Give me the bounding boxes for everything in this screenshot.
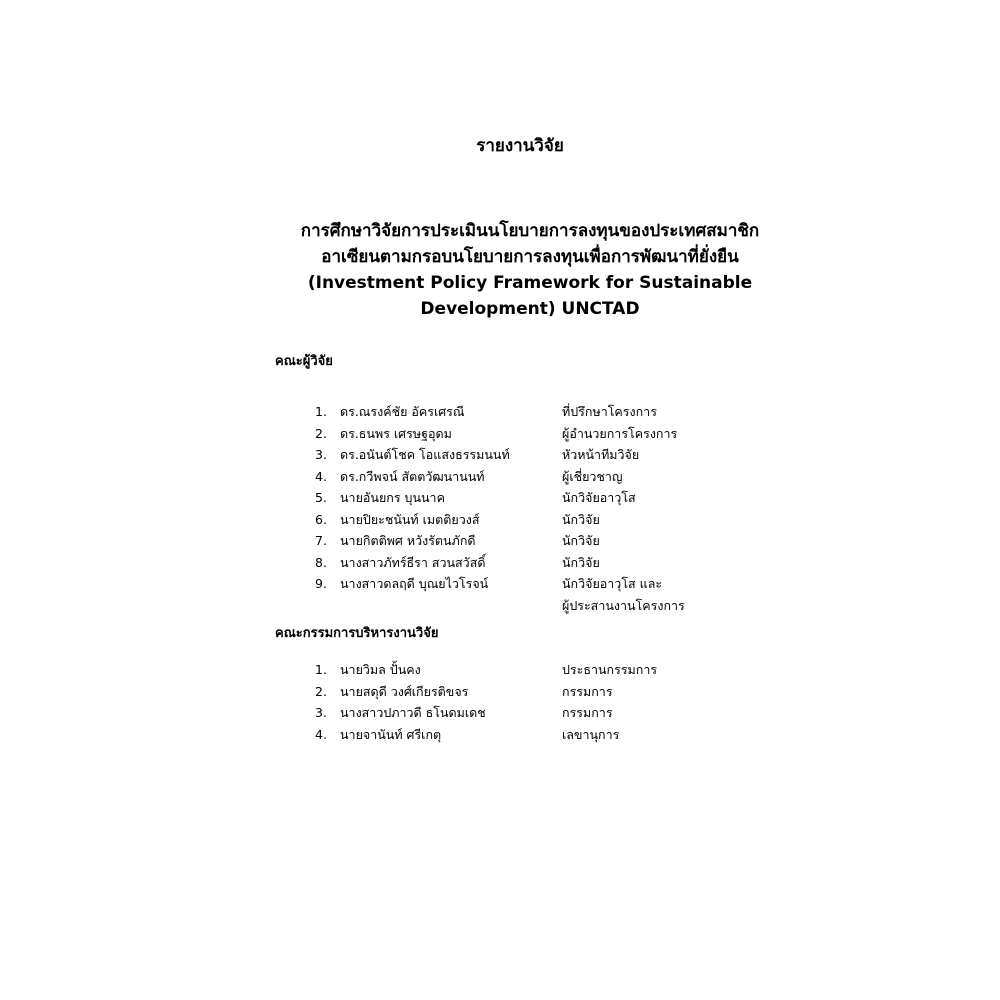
member-name: นายจานันท์ ศรีเกตุ	[340, 726, 442, 742]
list-item	[305, 552, 725, 574]
committee-list	[305, 659, 725, 745]
list-item	[305, 681, 725, 703]
member-name: นางสาวภัทร์ธีรา สวนสวัสดิ์	[340, 554, 486, 570]
member-name: นางสาวดลฤดี บุณยไวโรจน์	[340, 576, 489, 591]
list-item	[305, 573, 725, 595]
member-role: นักวิจัยอาวุโส และ	[562, 576, 663, 591]
member-role: ที่ปรึกษาโครงการ	[562, 404, 657, 419]
member-name: นายวิมล ปั้นคง	[340, 662, 421, 677]
member-role: เลขานุการ	[562, 726, 620, 742]
member-role: กรรมการ	[562, 705, 613, 720]
document-title	[260, 218, 800, 322]
member-name: นายอันยกร บุนนาค	[340, 490, 445, 505]
member-role: นักวิจัย	[562, 554, 600, 570]
member-role: ผู้เชี่ยวชาญ	[562, 468, 623, 484]
item-number: 5.	[315, 490, 327, 505]
member-role: หัวหน้าทีมวิจัย	[562, 447, 640, 462]
list-item	[305, 423, 725, 445]
list-item	[305, 509, 725, 531]
member-name: ดร.ธนพร เศรษฐอุดม	[340, 425, 452, 441]
item-number: 9.	[315, 576, 327, 591]
list-item-continuation	[305, 595, 725, 617]
report-label: รายงานวิจัย	[476, 136, 564, 156]
item-number: 1.	[315, 662, 327, 677]
member-role: นักวิจัย	[562, 511, 600, 527]
item-number: 4.	[315, 726, 327, 742]
list-item	[305, 444, 725, 466]
member-role: กรรมการ	[562, 683, 613, 699]
item-number: 3.	[315, 447, 327, 462]
list-item	[305, 702, 725, 724]
member-role-continuation: ผู้ประสานงานโครงการ	[562, 597, 685, 613]
item-number: 2.	[315, 425, 327, 441]
member-role: ประธานกรรมการ	[562, 662, 658, 677]
item-number: 4.	[315, 468, 327, 484]
member-name: นายสดุดี วงศ์เกียรติขจร	[340, 683, 469, 699]
committee-heading: คณะกรรมการบริหารงานวิจัย	[275, 626, 439, 641]
list-item	[305, 466, 725, 488]
list-item	[305, 487, 725, 509]
item-number: 8.	[315, 554, 327, 570]
title-line: อาเซียนตามกรอบนโยบายการลงทุนเพื่อการพัฒนาที่ยั่งยืน	[321, 247, 739, 267]
member-role: นักวิจัย	[562, 533, 600, 548]
list-item	[305, 659, 725, 681]
member-role: นักวิจัยอาวุโส	[562, 490, 636, 505]
list-item	[305, 401, 725, 423]
member-name: ดร.อนันต์โชค โอแสงธรรมนนท์	[340, 447, 510, 462]
member-name: ดร.กวีพจน์ สัตตวัฒนานนท์	[340, 468, 485, 484]
item-number: 2.	[315, 683, 327, 699]
member-name: ดร.ณรงค์ชัย อัครเศรณี	[340, 404, 465, 419]
researchers-heading: คณะผู้วิจัย	[275, 354, 333, 369]
title-line: Development) UNCTAD	[420, 299, 640, 319]
title-line: (Investment Policy Framework for Sustainable	[307, 273, 753, 293]
item-number: 1.	[315, 404, 327, 419]
list-item	[305, 724, 725, 746]
title-line: การศึกษาวิจัยการประเมินนโยบายการลงทุนของประเทศสมาชิก	[300, 221, 760, 241]
member-name: นายกิตติพศ หวังรัตนภักดี	[340, 533, 476, 548]
member-role: ผู้อำนวยการโครงการ	[562, 425, 678, 441]
item-number: 3.	[315, 705, 327, 720]
item-number: 7.	[315, 533, 327, 548]
list-item	[305, 530, 725, 552]
member-name: นางสาวปภาวดี ธโนดมเดช	[340, 705, 486, 720]
member-name: นายปิยะชนันท์ เมตติยวงส์	[340, 511, 480, 527]
item-number: 6.	[315, 511, 327, 527]
researchers-list	[305, 401, 725, 616]
